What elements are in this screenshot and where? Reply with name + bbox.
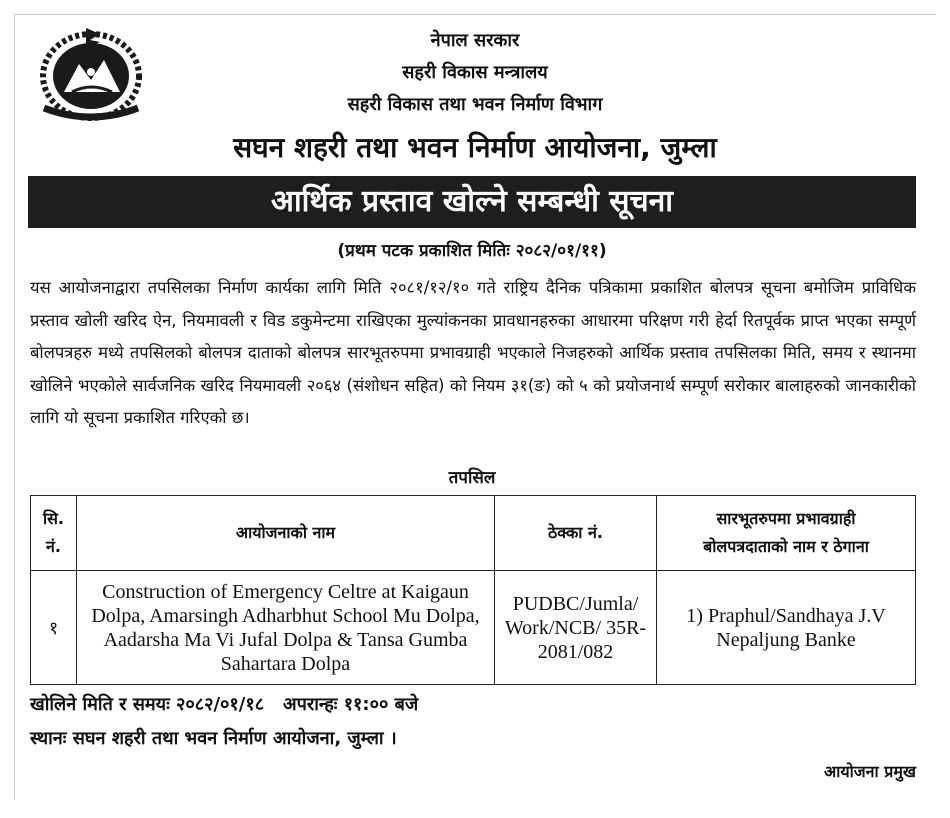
col-header-sn <box>31 496 77 571</box>
col-header-sn-line2: नं. <box>46 537 61 556</box>
col-header-bidder <box>657 496 916 571</box>
project-title: सघन शहरी तथा भवन निर्माण आयोजना, जुम्ला <box>233 131 717 164</box>
schedule-table <box>30 495 916 685</box>
row-sn: १ <box>31 571 77 685</box>
notice-banner: आर्थिक प्रस्ताव खोल्ने सम्बन्धी सूचना <box>28 176 916 228</box>
row-bidder <box>657 571 916 685</box>
department-title: सहरी विकास तथा भवन निर्माण विभाग <box>347 94 603 115</box>
schedule-title: तपसिल <box>448 468 496 488</box>
row-bidder-name: 1) Praphul/Sandhaya J.V <box>686 604 886 627</box>
nepal-government-emblem-icon <box>34 22 148 122</box>
col-header-sn-line1: सि. <box>42 509 65 528</box>
signature-title: आयोजना प्रमुख <box>823 762 916 781</box>
notice-body: यस आयोजनाद्वारा तपसिलका निर्माण कार्यका लागि मिति २०८१/१२/१० गते राष्ट्रिय दैनिक पत्रिकामा प्रकाशित बोलपत्र सूचना बमोजिम प्राविधिक प्रस्ताव खोली खरिद ऐन, नियमावली र विड डकुमेन्टमा राखिएका मुल्यांकनका प्रावधानहरुका आधारमा परिक्षण गरी हेर्दा रितपूर्वक प्राप्त भएका सम्पूर्ण बोलपत्रहरु मध्ये तपसिलको बोलपत्र दाताको बोलपत्र सारभूतरुपमा प्रभावग्राही भएकाले निजहरुको आर्थिक प्रस्ताव तपसिलका मिति, समय र स्थानमा खोलिने भएकोले सार्वजनिक खरिद नियमावली २०६४ (संशोधन सहित) को नियम ३१(ङ) को ५ को प्रयोजनार्थ सम्पूर्ण सरोकार बालाहरुको जानकारीको लागि यो सूचना प्रकाशित गरिएको छ। <box>30 278 916 427</box>
table-header-row <box>31 496 916 571</box>
row-contract-no: PUDBC/Jumla/ Work/NCB/ 35R-2081/082 <box>495 571 657 685</box>
col-header-contract-no: ठेक्का नं. <box>495 496 657 571</box>
opening-place: स्थानः सघन शहरी तथा भवन निर्माण आयोजना, जुम्ला । <box>30 728 397 749</box>
ministry-title: सहरी विकास मन्त्रालय <box>402 62 548 83</box>
first-published-date: (प्रथम पटक प्रकाशित मितिः २०८२/०१/११) <box>337 241 607 261</box>
opening-date-time: खोलिने मिति र समयः २०८२/०१/१८ अपरान्हः ११:०० बजे <box>30 694 419 715</box>
col-header-project-name: आयोजनाको नाम <box>77 496 495 571</box>
row-project-name: Construction of Emergency Celtre at Kaigaun Dolpa, Amarsingh Adharbhut School Mu Dolpa, Aadarsha Ma Vi Jufal Dolpa & Tansa Gumba Sahartara Dolpa <box>77 571 495 685</box>
gov-title: नेपाल सरकार <box>430 30 520 51</box>
col-header-bidder-line1: सारभूतरुपमा प्रभावग्राही <box>716 509 856 528</box>
table-row <box>31 571 916 685</box>
row-bidder-address: Nepaljung Banke <box>716 628 856 651</box>
col-header-bidder-line2: बोलपत्रदाताको नाम र ठेगाना <box>703 537 869 556</box>
